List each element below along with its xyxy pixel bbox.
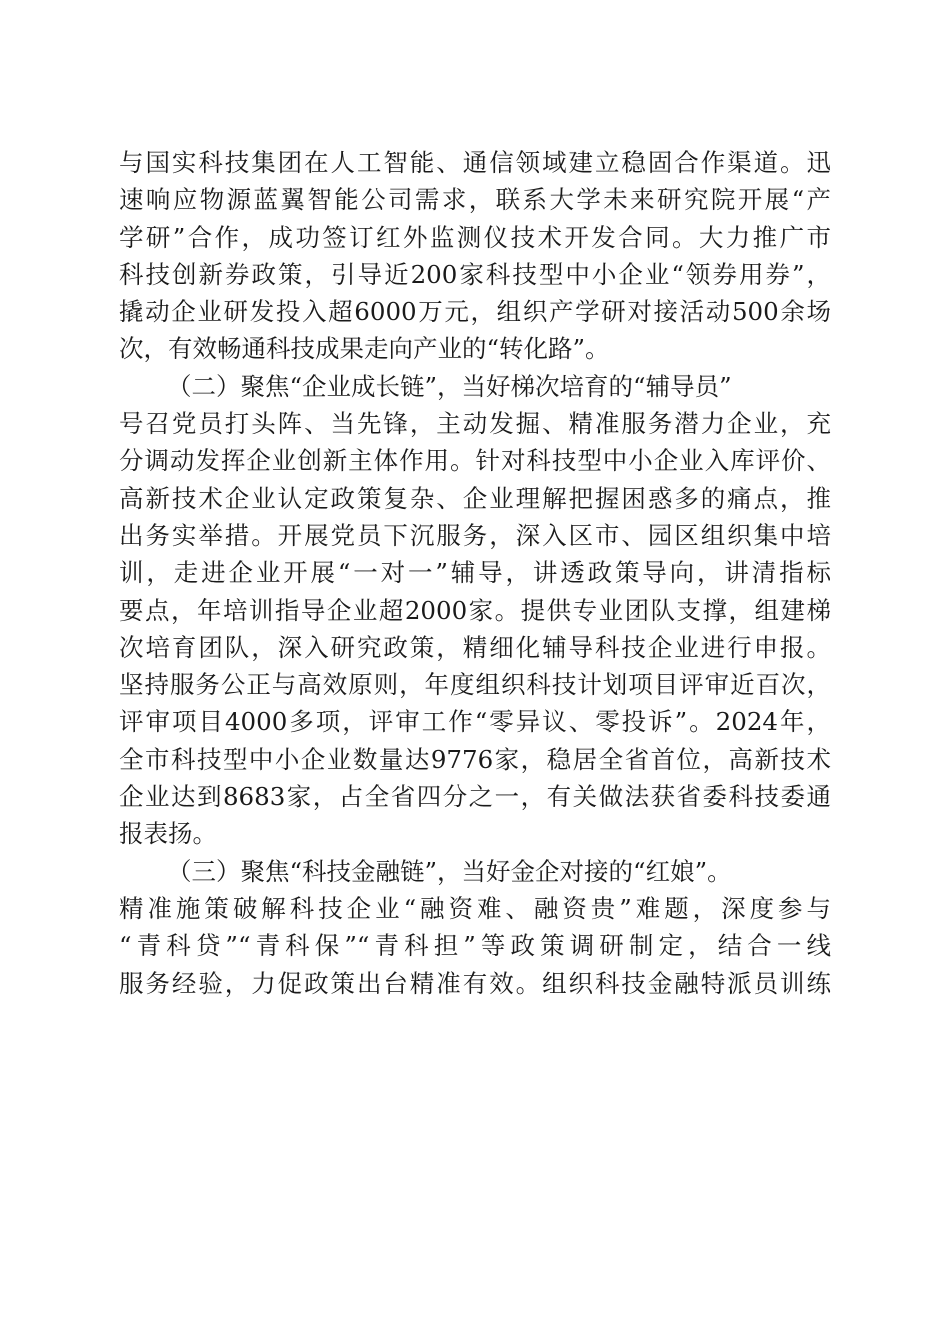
- body-line-1: 与国实科技集团在人工智能、通信领域建立稳固合作渠道。迅: [119, 148, 831, 177]
- body-line-14: 次培育团队，深入研究政策，精细化辅导科技企业进行申报。: [119, 632, 831, 662]
- document-body: [119, 144, 831, 1002]
- body-line-3: 学研”合作，成功签订红外监测仪技术开发合同。大力推广市: [119, 222, 831, 252]
- body-line-22: “青科贷”“青科保”“青科担”等政策调研制定，结合一线: [119, 931, 831, 961]
- body-line-8: 号召党员打头阵、当先锋，主动发掘、精准服务潜力企业，充: [119, 409, 831, 439]
- body-line-16: 评审项目4000多项，评审工作“零异议、零投诉”。2024年，: [119, 707, 831, 737]
- body-line-10: 高新技术企业认定政策复杂、企业理解把握困惑多的痛点，推: [119, 483, 831, 513]
- body-line-11: 出务实举措。开展党员下沉服务，深入区市、园区组织集中培: [119, 520, 831, 550]
- section-heading-2: （二）聚焦“企业成长链”，当好梯次培育的“辅导员”: [167, 371, 732, 401]
- body-line-9: 分调动发挥企业创新主体作用。针对科技型中小企业入库评价、: [119, 446, 831, 476]
- body-line-17: 全市科技型中小企业数量达9776家，稳居全省首位，高新技术: [119, 744, 831, 774]
- body-line-13: 要点，年培训指导企业超2000家。提供专业团队支撑，组建梯: [119, 595, 831, 625]
- body-line-15: 坚持服务公正与高效原则，年度组织科技计划项目评审近百次，: [119, 670, 831, 700]
- body-line-19: 报表扬。: [119, 819, 217, 849]
- body-line-23: 服务经验，力促政策出台精准有效。组织科技金融特派员训练: [119, 968, 831, 998]
- body-line-6: 次，有效畅通科技成果走向产业的“转化路”。: [119, 334, 610, 364]
- body-line-12: 训，走进企业开展“一对一”辅导，讲透政策导向，讲清指标: [119, 558, 831, 588]
- section-heading-3: （三）聚焦“科技金融链”，当好金企对接的“红娘”。: [167, 856, 732, 886]
- body-line-2: 速响应物源蓝翼智能公司需求，联系大学未来研究院开展“产: [119, 185, 831, 215]
- body-line-21: 精准施策破解科技企业“融资难、融资贵”难题，深度参与: [119, 893, 831, 923]
- body-line-5: 撬动企业研发投入超6000万元，组织产学研对接活动500余场: [119, 297, 831, 327]
- body-line-18: 企业达到8683家，占全省四分之一，有关做法获省委科技委通: [119, 782, 831, 812]
- body-line-4: 科技创新券政策，引导近200家科技型中小企业“领券用券”，: [119, 259, 831, 289]
